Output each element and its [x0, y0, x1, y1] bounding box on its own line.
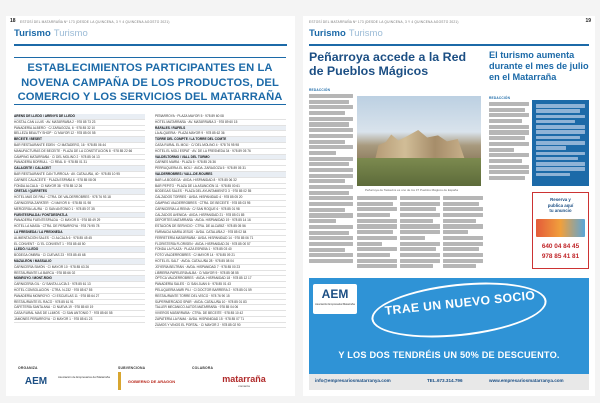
- section-header: [14, 28, 88, 42]
- establishment-entry: JAMONES PEÑARROYA · C/ MAYOR 1 · 978 85 61 23: [14, 317, 145, 323]
- page-title: ESTABLECIMIENTOS PARTICIPANTES EN LA NOVENA CAMPAÑA DE LOS PRODUCTOS, DEL COMERCIO Y LOS SERVICIOS DEL MATARRAÑA: [14, 57, 286, 105]
- article2-highlight-box: [532, 100, 589, 186]
- establishment-list-col1: [14, 114, 145, 358]
- penarroya-village-photo: [357, 96, 481, 186]
- section-rule: [309, 44, 589, 46]
- establishment-entry: LIBRERÍA PAPELERÍA ALBA · C/ MAYOR 9 · 978 85 08 55: [155, 271, 286, 277]
- town-heading: RÁFALES / RÀFELS: [155, 126, 286, 132]
- establishment-entry: HOTEL EL SALT · AVDA. CATALUÑA 28 · 978 85 08 04: [155, 259, 286, 265]
- establishment-entry: PELUQUERÍA MARI PILI · C/ DOCTOR BARRERA 2 · 978 85 01 59: [155, 288, 286, 294]
- establishment-entry: HOTEL CONSOLACIÓN · CTRA. N-232 · 978 85 67 55: [14, 288, 145, 294]
- establishment-entry: CALZADOS TORRES · AVDA. HISPANIDAD 4 · 978 85 05 20: [155, 195, 286, 201]
- establishment-entry: CASA RURAL MAS DE LLIMÓS · C/ SAN ANTONIO 7 · 978 85 60 55: [14, 311, 145, 317]
- establishment-entry: JOYERÍA BELTRÁN · AVDA. HISPANIDAD 7 · 978 85 00 23: [155, 265, 286, 271]
- establishment-entry: RESTAURANTE TORRE DEL VISCO · 978 76 90 15: [155, 294, 286, 300]
- town-heading: VALDERROBRES / VALL-DE-ROURES: [155, 172, 286, 178]
- establishment-entry: CAMPING MATARRAÑA · C/ DEL MOLINO 2 · 978 85 04 13: [14, 155, 145, 161]
- section-header: [309, 28, 383, 42]
- establishment-entry: FARMACIA MARÍA JESÚS · AVDA. CATALUÑA 2 · 978 85 02 84: [155, 230, 286, 236]
- establishment-entry: CARNES CALACEITE · PLAZA ESPAÑA 6 · 978 85 08 05: [14, 178, 145, 184]
- page-number: 19: [585, 18, 591, 24]
- section-subtitle: Turismo: [53, 28, 88, 39]
- ad-phone[interactable]: TEL.673.314.796: [427, 378, 463, 383]
- article-byline: REDACCIÓN: [309, 88, 331, 92]
- aem-logo-text: AEM: [24, 375, 48, 387]
- establishment-entry: PANADERÍA FUENTESPALDA · C/ MAYOR 5 · 978 85 49 29: [14, 218, 145, 224]
- ad-subline: Y LOS DOS TENDRÉIS UN 50% DE DESCUENTO.: [338, 350, 560, 360]
- establishment-list-col2: [155, 114, 286, 358]
- reserve-ad-line2: publica aquí: [547, 202, 574, 208]
- article-byline: REDACCIÓN: [489, 96, 511, 100]
- establishment-entry: CASA RURAL EL MOLÍ · C/ DEL MOLINO 4 · 978 76 95 98: [155, 143, 286, 149]
- town-heading: TORRE DEL COMPTE / LA TORRE DEL COMTE: [155, 137, 286, 143]
- establishment-entry: CARNICERÍA SIMÓN · C/ MAYOR 10 · 978 85 63 26: [14, 265, 145, 271]
- ad-email[interactable]: info@empresariosmatarranya.com: [315, 378, 391, 383]
- left-page: [6, 16, 295, 396]
- establishment-entry: FONDA ALCALÁ · C/ MAYOR 38 · 978 85 12 26: [14, 184, 145, 190]
- establishment-entry: ÓPTICA VALDERROBRES · AVDA. HISPANIDAD 18 · 978 85 12 17: [155, 276, 286, 282]
- establishment-entry: FLORISTERÍA FLORISEN · AVDA. HISPANIDAD 26 · 978 85 00 57: [155, 242, 286, 248]
- town-heading: CALACEITE / CALACEIT: [14, 166, 145, 172]
- village-houses-shape: [375, 130, 465, 160]
- ad-logo: AEM: [321, 287, 349, 301]
- establishment-entry: ALIMENTACIÓN SALES · C/ ALCALÁ 6 · 978 85 45 45: [14, 236, 145, 242]
- establishment-entry: CARNICERÍA GIL · C/ SANTA LUCÍA 3 · 978 85 61 13: [14, 282, 145, 288]
- folio: ESTOSÍ DEL MATARRAÑA Nº 173 (DESDE LA QUINCENA, 3 Y 4 QUINCENA AGOSTO 2021): [20, 20, 170, 24]
- reserve-ad-phone: 640 04 84 45: [541, 243, 580, 250]
- establishment-entry: RESTAURANTE EL RACÓ · 978 85 61 91: [14, 300, 145, 306]
- establishment-entry: TALLER MECÁNICO AUTOS MATARRAÑA · 978 85 04 06: [155, 305, 286, 311]
- establishment-entry: SUPERMERCADO SPAR · AVDA. CATALUÑA 10 · 978 85 01 83: [155, 300, 286, 306]
- establishment-entry: BODEGAS SALES · PLAZA DEL AYUNTAMIENTO 3 · 978 85 02 55: [155, 189, 286, 195]
- article2-body-col1: [489, 102, 529, 182]
- page-number: 18: [10, 18, 16, 24]
- town-heading: CRETAS / QUERETES: [14, 189, 145, 195]
- establishment-entry: ZAPATERÍA LA FAMA · AVDA. HISPANIDAD 15 · 978 85 07 71: [155, 317, 286, 323]
- town-heading: BECEITE / BESEIT: [14, 137, 145, 143]
- establishment-entry: CAFETERÍA SANTA ANA · C/ NUEVA 19 · 978 85 60 19: [14, 305, 145, 311]
- aem-name: Asociación de Empresarios del Matarraña: [58, 375, 110, 379]
- establishment-entry: RESTAURANTE LA BARCA · 978 85 66 02: [14, 271, 145, 277]
- establishment-entry: BAR PEPITO · PLAZA DE LA ASUNCIÓN 11 · 978 85 00 61: [155, 184, 286, 190]
- establishment-entry: MANUFACTURAS DE BECEITE · PLAZA DE LA CONSTITUCIÓN 8 · 978 85 22 66: [14, 149, 145, 155]
- membership-ad: [309, 278, 589, 390]
- aem-logo: [16, 372, 56, 390]
- establishment-entry: PANADERÍA ALBERO · C/ ZARAGOZA, 6 · 978 85 32 10: [14, 126, 145, 132]
- photo-caption: Peñarroya de Tastavins es uno de los 37 Pueblos Mágicos de España: [365, 188, 459, 192]
- establishment-entry: HOTEL LA MASÍA · CTRA. DE PEÑARROYA · 978 76 95 78: [14, 224, 145, 230]
- establishment-entry: CAMPING VALDERROBRES · CTRA. DE BECEITE · 978 85 03 95: [155, 201, 286, 207]
- article1-body-col4: [443, 196, 483, 271]
- comarca-matarrana-logo: [206, 372, 282, 390]
- establishment-entry: ESTACIÓN DE SERVICIO · CTRA. DE ALCAÑIZ · 978 85 05 56: [155, 224, 286, 230]
- establishment-entry: PANADERÍA BORRULL · C/ REAL 8 · 978 85 01 31: [14, 160, 145, 166]
- article1-body-col3: [400, 196, 440, 271]
- reserve-ad-line3: tu anuncio: [549, 208, 572, 214]
- comarca-logo-text: matarraña: [222, 373, 266, 384]
- section-title: Turismo: [14, 28, 51, 39]
- establishment-entry: EL CONVENT · C/ EL CONVENT 1 · 978 85 48 50: [14, 242, 145, 248]
- town-heading: LA FRESNEDA / LA FREIXNEDA: [14, 230, 145, 236]
- establishment-entry: HOSTAL CAN LLUIS · AV. MATARRAÑA 2 · 978 85 73 23: [14, 120, 145, 126]
- reserve-ad-line1: Reserva y: [550, 197, 571, 202]
- establishment-entry: HOTEL MAS DE PAU · CTRA. DE VALDERROBRES · 978 76 93 18: [14, 195, 145, 201]
- town-heading: FUENTESPALDA / FONTDESPATLA: [14, 213, 145, 219]
- establishment-entry: PEÑARROYA · PLAZA MAYOR 5 · 978 89 60 08: [155, 114, 286, 120]
- town-heading: MONROYO / MONT-ROIG: [14, 276, 145, 282]
- article-headline-turismo: El turismo aumenta durante el mes de julio en el Matarraña: [489, 50, 589, 82]
- gobierno-aragon-logo: [118, 372, 182, 390]
- reserve-ad-phone2: 978 85 41 81: [541, 253, 580, 260]
- establishment-entry: BELLEZA BEAUTY SHOP · C/ MAYOR 12 · 978 85 00 55: [14, 131, 145, 137]
- organiza-label: ORGANIZA: [18, 366, 38, 370]
- establishment-entry: CARNICERÍA ZAPATER · C/ MAYOR 6 · 978 85 01 98: [14, 201, 145, 207]
- sponsors-footer: [14, 366, 286, 392]
- establishment-entry: CARNES MARÍA · PLAZA 5 · 978 85 26 36: [155, 160, 286, 166]
- establishment-entry: VIVEROS MATARRAÑA · CTRA. DE BECEITE · 978 85 10 42: [155, 311, 286, 317]
- subvenciona-label: SUBVENCIONA: [118, 366, 146, 370]
- right-page: [303, 16, 595, 396]
- article1-body-col2: [357, 196, 397, 271]
- establishment-entry: BODEGA OMBRA · C/ CUEVAS 23 · 978 85 45 68: [14, 253, 145, 259]
- establishment-entry: FERRETERÍA MATARRAÑA · AVDA. HISPANIDAD 14 · 978 85 06 71: [155, 236, 286, 242]
- establishment-entry: BAR RESTAURANTE EDEN · C/ MATADERO, 16 · 978 85 06 44: [14, 143, 145, 149]
- establishment-entry: DEPORTES MATARRAÑA · AVDA. HISPANIDAD 19 · 978 85 14 16: [155, 218, 286, 224]
- ad-illustration: [536, 219, 585, 237]
- town-heading: VALDELTORMO / VALL DEL TORMO: [155, 155, 286, 161]
- establishment-entry: PERRUQUERIA EL MOLÍ · AVDA. ZARAGOZA 5 · 978 89 05 31: [155, 166, 286, 172]
- establishment-entry: PANADERÍA MONROYO · C/ ESCUELAS 11 · 978 85 64 27: [14, 294, 145, 300]
- town-heading: LLEDÓ / LLEDÓ: [14, 247, 145, 253]
- gobierno-logo-text: GOBIERNO DE ARAGON: [127, 378, 176, 384]
- section-title: Turismo: [309, 28, 346, 39]
- reserve-ad-text: [533, 197, 588, 214]
- section-subtitle: Turismo: [348, 28, 383, 39]
- establishment-entry: BAR RESTAURANTE CAN TURROLA · AV. CATALUÑA, 40 · 978 85 10 95: [14, 172, 145, 178]
- establishment-entry: HOTEL MATARRAÑA · AV. MATARRAÑA 3 · 978 89 60 15: [155, 120, 286, 126]
- folio: ESTOSÍ DEL MATARRAÑA Nº 173 (DESDE LA QUINCENA, 3 Y 4 QUINCENA AGOSTO 2021): [309, 20, 459, 24]
- establishment-entry: CALZADOS AVENIDA · AVDA. HISPANIDAD 21 · 978 85 01 85: [155, 213, 286, 219]
- comarca-logo-sub: comarca: [238, 383, 250, 388]
- article1-body-col1: [309, 94, 353, 269]
- ad-headline: TRAE UN NUEVO SOCIO: [384, 288, 536, 318]
- town-heading: ARENS DE LLEDÓ / ARENYS DE LLEDÓ: [14, 114, 145, 120]
- establishment-entry: MERCERÍA LAURA · C/ SAN ANTONIO 1 · 978 85 07 35: [14, 207, 145, 213]
- establishment-entry: HOTEL EL MOLÍ ESPAT · AV. DE LA FRESNEDA 34 · 978 89 05 76: [155, 149, 286, 155]
- establishment-entry: PANADERÍA SALES · C/ SAN JUAN 6 · 978 85 01 43: [155, 282, 286, 288]
- hillside-shape: [357, 158, 481, 186]
- colabora-label: COLABORA: [192, 366, 214, 370]
- ad-logo-sub: Asociación Empresarial Matarraña: [315, 303, 355, 306]
- section-rule: [14, 44, 287, 46]
- establishment-entry: ZUMOS Y VINOS EL PORTAL · C/ MAYOR 2 · 978 85 02 90: [155, 323, 286, 329]
- establishment-entry: FONDA LA PLAZA · PLAZA ESPAÑA 1 · 978 85 03 40: [155, 247, 286, 253]
- establishment-entry: BAR LA BODEGA · AVDA. HISPANIDAD 8 · 978 85 06 32: [155, 178, 286, 184]
- ad-logo-box: [313, 284, 357, 314]
- establishment-entry: LA ALQUERIA · PLAZA MAYOR 9 · 978 85 62 36: [155, 131, 286, 137]
- town-heading: MAZALEÓN / MASSALIÓ: [14, 259, 145, 265]
- reserve-ad-box: [532, 192, 589, 269]
- ad-website[interactable]: www.empresariosmatarranya.com: [489, 378, 564, 383]
- establishment-entry: CARNICERÍA LA REINA · C/ SAN ROQUE 6 · 978 85 01 98: [155, 207, 286, 213]
- article-headline-penarroya: Peñarroya accede a la Red de Pueblos Mágicos: [309, 50, 467, 78]
- establishment-entry: FOTO VALDERROBRES · C/ MAYOR 14 · 978 85 09 21: [155, 253, 286, 259]
